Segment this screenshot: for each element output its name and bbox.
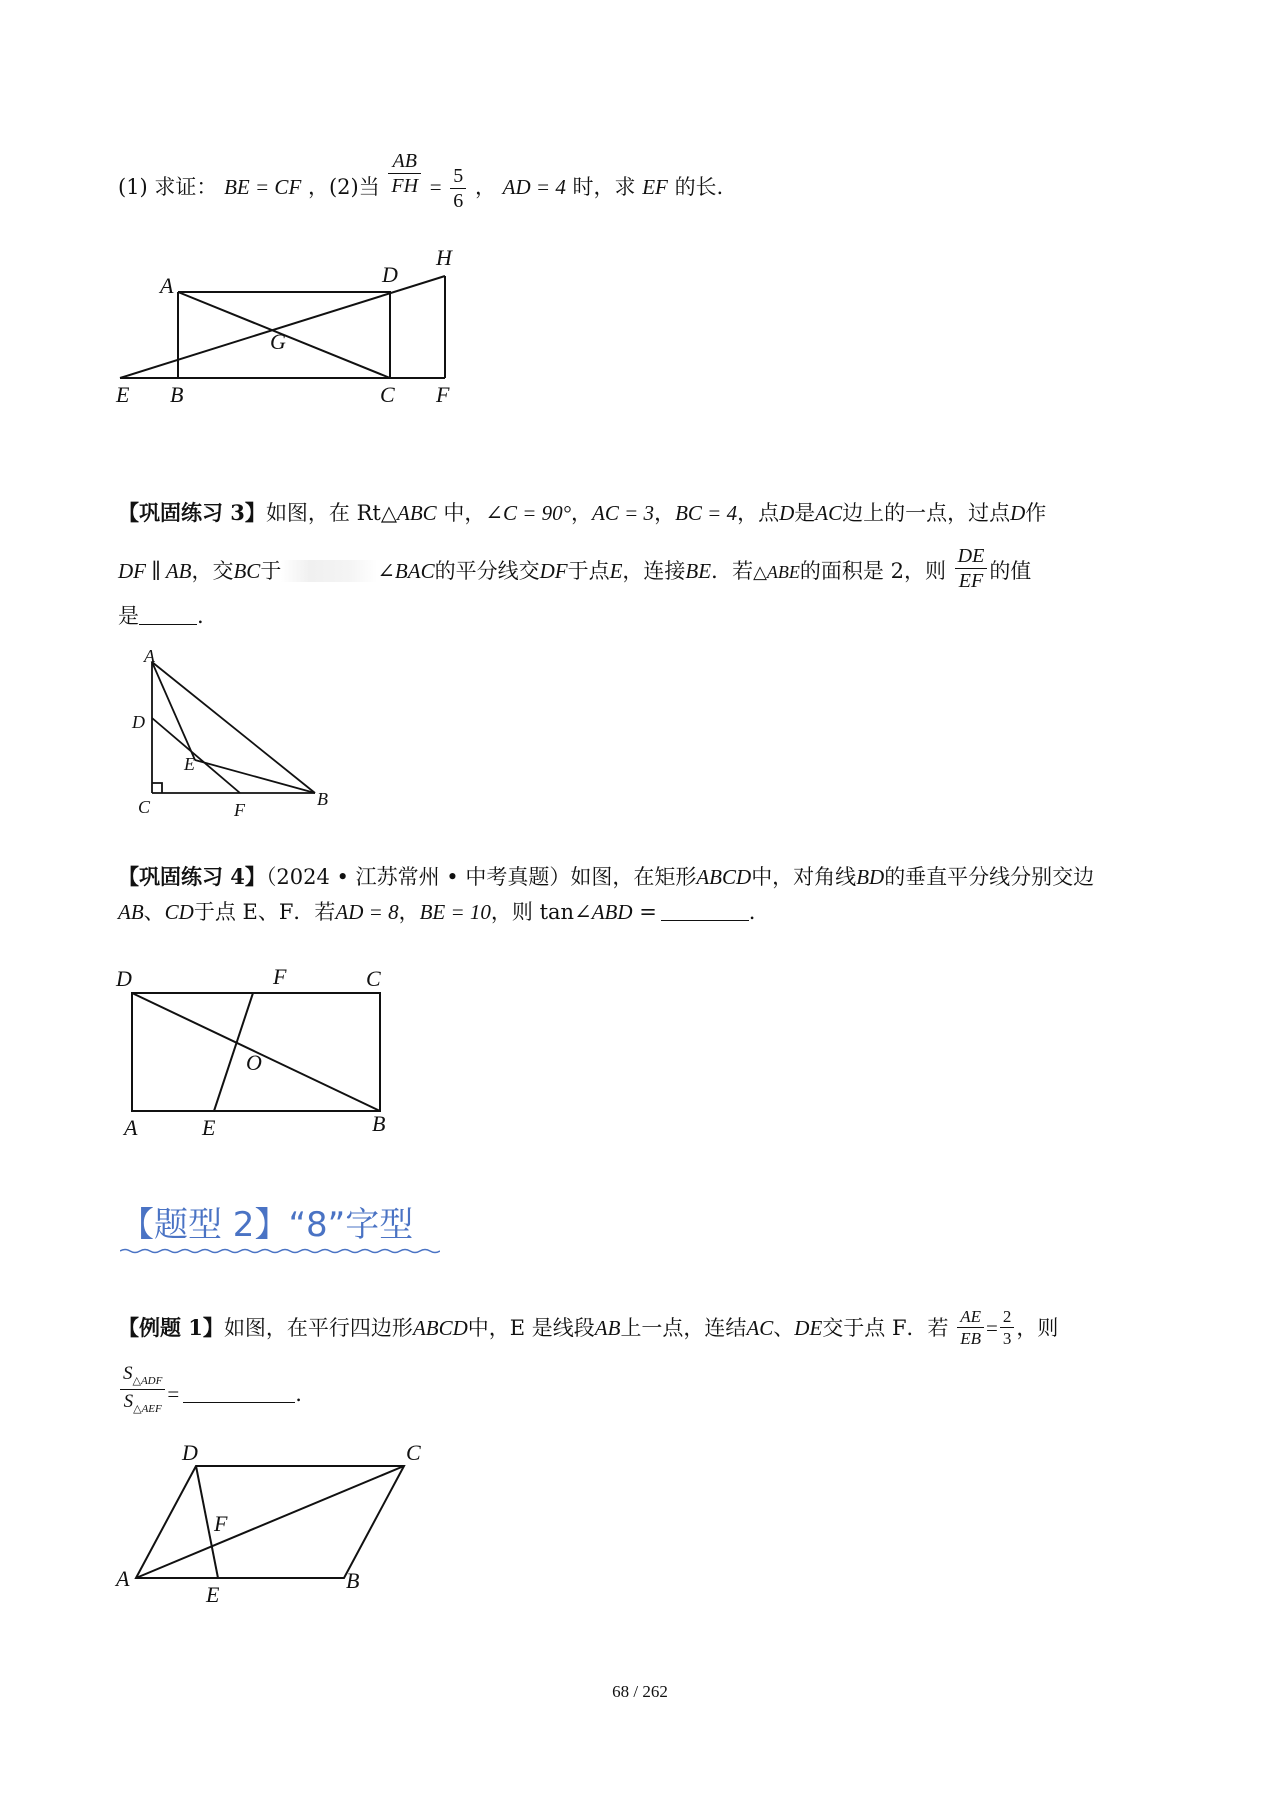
label-g: G (270, 329, 286, 354)
answer-blank (183, 1384, 295, 1403)
example-1-line2: $\frac{S_{\triangle ADF}}{S_{\triangle AEF}}$ = . (118, 1370, 302, 1421)
text: 的长. (674, 175, 724, 199)
exercise-tag: 【巩固练习 4】 (118, 864, 266, 889)
fraction-5-6: $\frac{5}{6}$ (450, 166, 466, 211)
example-tag: 【例题 1】 (118, 1315, 224, 1340)
fraction-ae-eb: $\frac{AE}{EB}$ (957, 1308, 984, 1347)
section-heading (120, 1197, 413, 1246)
label-a: A (124, 1115, 138, 1138)
label-e: E (206, 1582, 220, 1607)
label-e: E (202, 1115, 216, 1138)
label-h: H (436, 245, 452, 270)
example-1-line1: 【例题 1】如图，在平行四边形ABCD中，E 是线段AB上一点，连结AC、DE交于点 F．若 $\frac{AE}{EB}$ = $\frac{2}{3}$ ，则 (118, 1307, 1059, 1348)
label-b: B (372, 1111, 386, 1136)
label-c: C (366, 966, 381, 991)
math: BE = CF (224, 175, 302, 199)
text: 时，求 (572, 175, 636, 199)
label-f: F (436, 382, 450, 407)
label-b: B (346, 1568, 360, 1593)
blurred-region (281, 560, 377, 582)
exercise-3-line1: 【巩固练习 3】如图，在 Rt△ABC 中，∠C = 90°，AC = 3，BC = 4，点D是AC边上的一点，过点D作 (118, 500, 1047, 525)
label-d: D (382, 262, 398, 287)
answer-blank (139, 606, 197, 625)
label-f: F (234, 800, 245, 820)
figure-rectangle-perpendicular-bisector (110, 958, 410, 1138)
fraction-2-3: $\frac{2}{3}$ (1000, 1308, 1015, 1347)
text: = (429, 175, 442, 199)
fraction-ab-fh: $\frac{AB}{FH}$ (388, 151, 421, 196)
math: AD = 4 (502, 175, 566, 199)
label-c: C (380, 382, 395, 407)
label-b: B (170, 382, 184, 407)
exercise-4-line2: AB、CD于点 E、F．若AD = 8，BE = 10，则 tan∠ABD = . (118, 900, 756, 924)
text: ，(2)当 (307, 175, 380, 199)
label-o: O (246, 1050, 262, 1075)
label-b: B (317, 789, 328, 809)
label-d: D (116, 966, 132, 991)
answer-blank (661, 902, 749, 921)
section-title: 【题型 2】“8”字型 (120, 1205, 414, 1245)
label-e: E (116, 382, 130, 407)
figure-parallelogram (110, 1428, 440, 1608)
problem-prev-text (118, 150, 724, 212)
label-d: D (182, 1440, 198, 1465)
exercise-3-line2: DF ∥ AB，交BC于 ∠BAC的平分线交DF于点E，连接BE．若△ABE的面积是 2，则 $\frac{DE}{EF}$ 的值 (118, 545, 1032, 592)
wavy-underline (120, 1248, 440, 1254)
page-number: 68 / 262 (612, 1682, 668, 1701)
text: (1) 求证： (118, 175, 218, 199)
label-c: C (406, 1440, 421, 1465)
math: EF (642, 175, 668, 199)
label-a: A (144, 648, 155, 666)
label-a: A (116, 1566, 130, 1591)
label-e: E (184, 754, 195, 774)
label-f: F (214, 1511, 228, 1536)
label-c: C (138, 797, 151, 817)
exercise-4-line1: 【巩固练习 4】（2024 • 江苏常州 • 中考真题）如图，在矩形ABCD中，对角线BD的垂直平分线分别交边 (118, 864, 1095, 889)
label-a: A (160, 273, 174, 298)
fraction-de-ef: $\frac{DE}{EF}$ (955, 546, 988, 591)
label-d: D (132, 712, 145, 732)
figure-rectangle-abcd-h (100, 240, 480, 415)
fraction-area-ratio: $\frac{S_{\triangle ADF}}{S_{\triangle AEF}}$ (120, 1364, 165, 1415)
figure-right-triangle (120, 648, 350, 823)
exercise-3-line3: 是 . (118, 604, 204, 628)
exercise-tag: 【巩固练习 3】 (118, 500, 266, 525)
label-f: F (273, 964, 287, 989)
text: ， (474, 175, 496, 199)
